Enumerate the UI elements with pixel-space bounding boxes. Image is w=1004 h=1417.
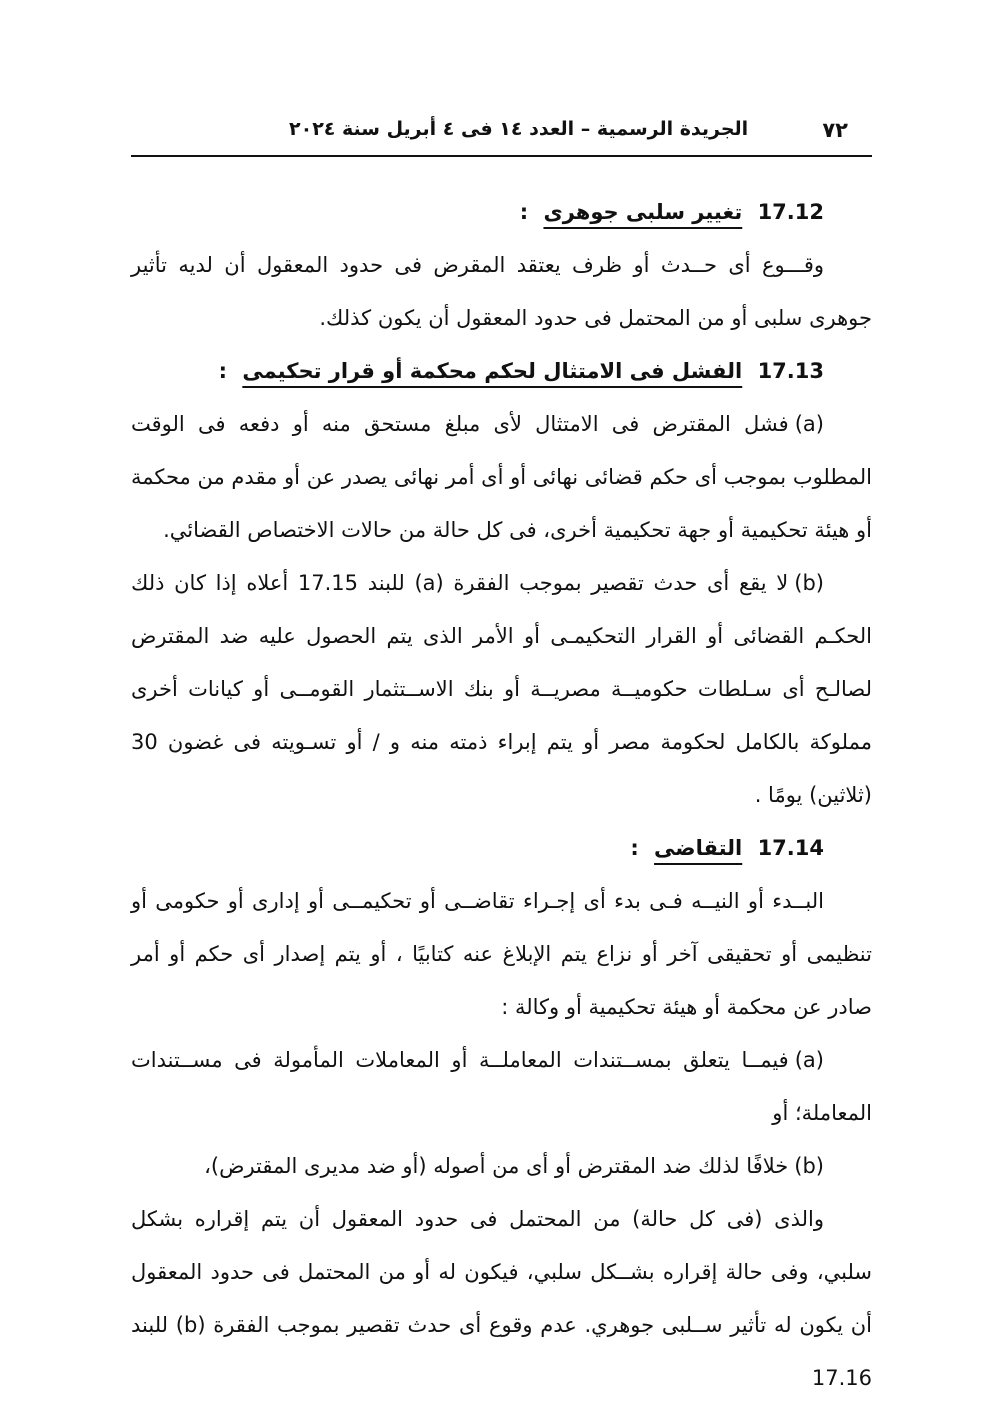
- section-title: التقاضى: [654, 836, 743, 860]
- section-number: 17.14: [757, 836, 824, 860]
- clause-text: فشل المقترض فى الامتثال لأى مبلغ مستحق منه أو دفعه فى الوقت المطلوب بموجب أى حكم قضائى نهائى أو أى أمر نهائى يصدر عن أو مقدم من محكمة أو هيئة تحكيمية أو جهة تحكيمية أخرى، فى كل حالة من حالات الاختصاص القضائي.: [131, 412, 872, 542]
- section-heading-17-13: [131, 345, 872, 398]
- clause-17-14-a: [131, 1034, 872, 1140]
- section-heading-17-12: [131, 186, 872, 239]
- section-body-17-14: البــدء أو النيــه فـى بدء أى إجـراء تقاضــى أو تحكيمــى أو إدارى أو حكومى أو تنظيمى أو تحقيقى آخر أو نزاع يتم الإبلاغ عنه كتابيًا ، أو يتم إصدار أى حكم أو أمر صادر عن محكمة أو هيئة تحكيمية أو وكالة :: [131, 889, 872, 1019]
- section-title: الفشل فى الامتثال لحكم محكمة أو قرار تحكيمى: [242, 359, 743, 383]
- section-title: تغيير سلبى جوهرى: [543, 200, 743, 224]
- section-colon: :: [630, 836, 639, 860]
- clause-text: خلافًا لذلك ضد المقترض أو أى من أصوله (أو ضد مديرى المقترض)،: [204, 1154, 789, 1178]
- section-number: 17.12: [757, 200, 824, 224]
- clause-17-13-b: [131, 557, 872, 822]
- clause-mark: (a): [794, 412, 824, 436]
- section-colon: :: [218, 359, 228, 383]
- clause-text: فيمــا يتعلق بمســتندات المعاملــة أو المعاملات المأمولة فى مســتندات المعاملة؛ أو: [131, 1048, 872, 1125]
- clause-mark: (b): [794, 571, 824, 595]
- page-header: [131, 108, 872, 152]
- clause-17-14-b: [131, 1140, 872, 1193]
- section-colon: :: [519, 200, 529, 224]
- document-body: [131, 186, 872, 1405]
- clause-text: لا يقع أى حدث تقصير بموجب الفقرة (a) للبند 17.15 أعلاه إذا كان ذلك الحكـم القضائى أو القرار التحكيمـى أو الأمر الذى يتم الحصول عليه ضد المقترض لصالـح أى سـلطات حكوميــة مصريــة أو بنك الاســتثمار القومــى أو كيانات أخرى مملوكة بالكامل لحكومة مصر أو يتم إبراء ذمته منه و / أو تسـويته فى غضون 30 (ثلاثين) يومًا .: [131, 571, 872, 807]
- clause-mark: (a): [794, 1048, 824, 1072]
- clause-mark: (b): [794, 1154, 824, 1178]
- page-number: ٧٢: [822, 118, 848, 142]
- gazette-title: الجريدة الرسمية – العدد ١٤ فى ٤ أبريل سنة ٢٠٢٤: [289, 118, 749, 140]
- section-body-17-12: وقـــوع أى حــدث أو ظرف يعتقد المقرض فى حدود المعقول أن لديه تأثير جوهرى سلبى أو من المحتمل فى حدود المعقول أن يكون كذلك.: [131, 253, 872, 330]
- section-closing-17-14: والذى (فى كل حالة) من المحتمل فى حدود المعقول أن يتم إقراره بشكل سلبي، وفى حالة إقراره بشــكل سلبي، فيكون له أو من المحتمل فى حدود المعقول أن يكون له تأثير ســلبى جوهري. عدم وقوع أى حدث تقصير بموجب الفقرة (b) للبند 17.16: [131, 1207, 873, 1390]
- section-number: 17.13: [757, 359, 824, 383]
- section-heading-17-14: [131, 822, 872, 875]
- clause-17-13-a: [131, 398, 872, 557]
- header-divider: [131, 155, 872, 157]
